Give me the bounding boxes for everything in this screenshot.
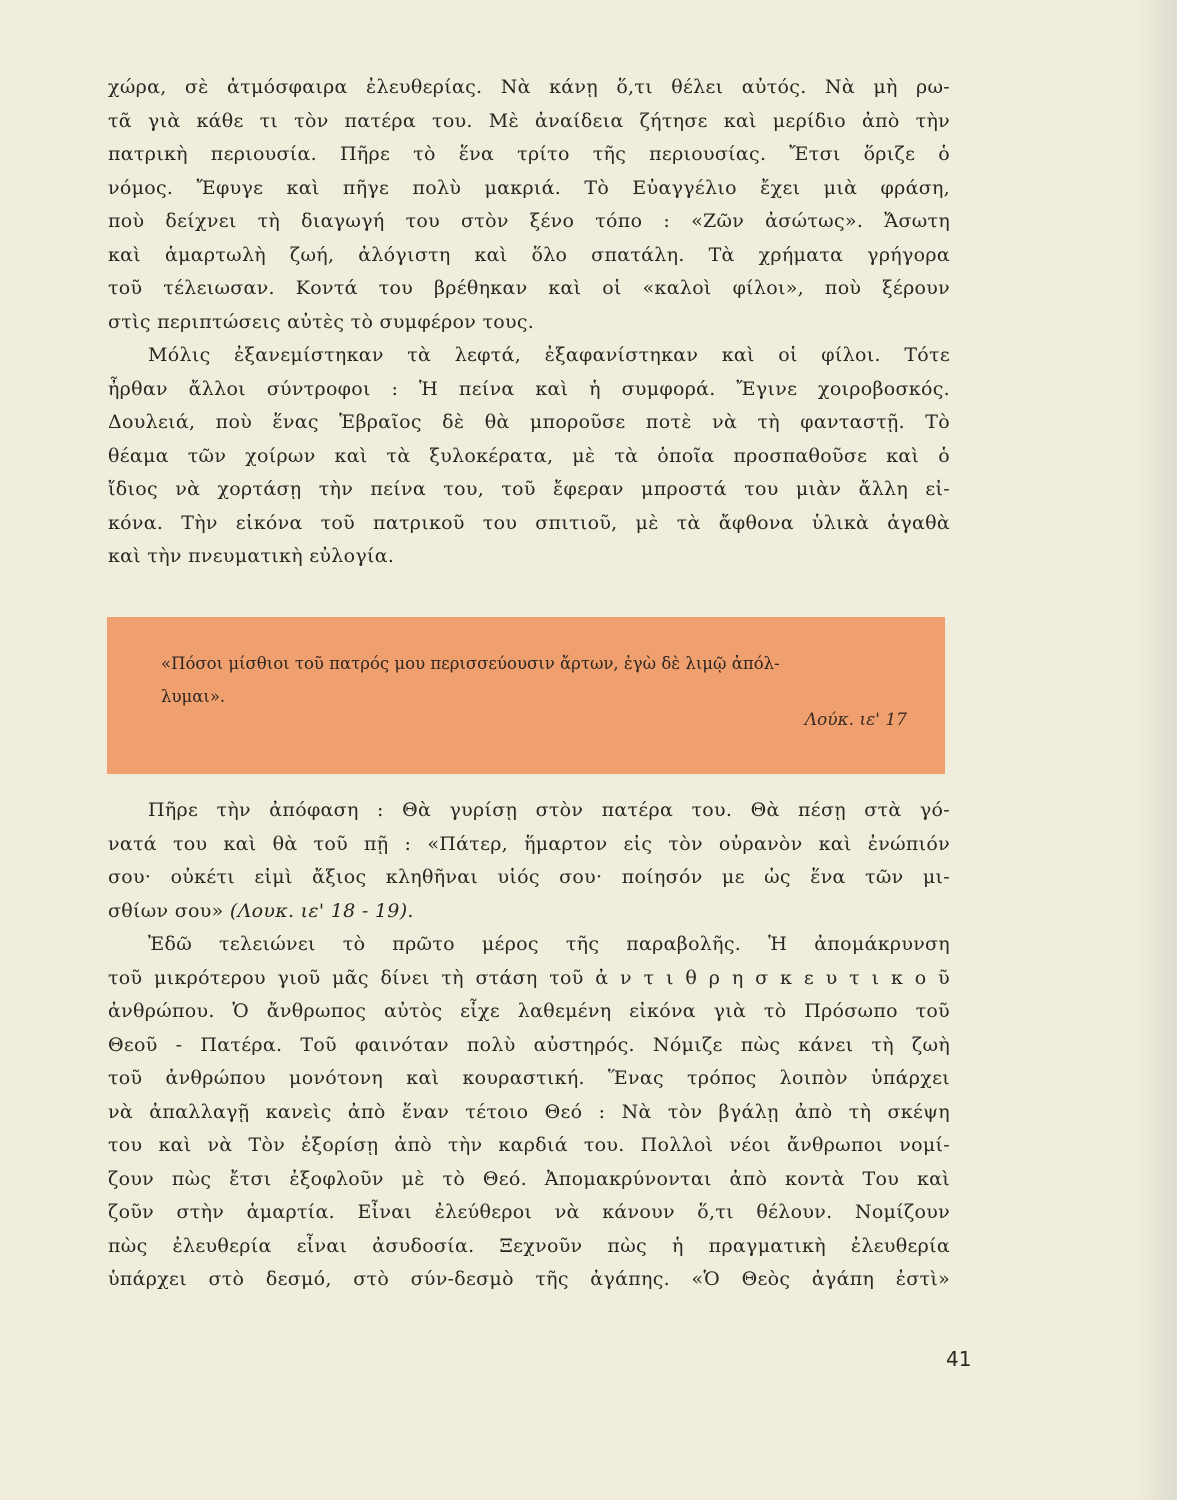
paragraph-3-line	[108, 895, 950, 929]
quote-reference: Λούκ. ιε' 17	[804, 710, 907, 730]
paragraph-4-line: ὑπάρχει στὸ δεσμό, στὸ σύν-δεσμὸ τῆς ἀγάπης. «Ὁ Θεὸς ἀγάπη ἐστὶ»	[108, 1268, 950, 1290]
paragraph-2-line: Δουλειά, ποὺ ἕνας Ἑβραῖος δὲ θὰ μποροῦσε ποτὲ νὰ τὴ φανταστῇ. Τὸ	[108, 411, 950, 433]
paragraph-1-line: πατρικὴ περιουσία. Πῆρε τὸ ἕνα τρίτο τῆς περιουσίας. Ἔτσι ὅριζε ὁ	[108, 143, 950, 165]
page-edge-shade	[1137, 0, 1177, 1500]
paragraph-4-line: Ἐδῶ τελειώνει τὸ πρῶτο μέρος τῆς παραβολῆς. Ἡ ἀπομάκρυνση	[148, 933, 950, 955]
paragraph-2-line: Μόλις ἐξανεμίστηκαν τὰ λεφτά, ἐξαφανίστηκαν καὶ οἱ φίλοι. Τότε	[148, 344, 950, 366]
paragraph-3-line: σου· οὐκέτι εἰμὶ ἄξιος κληθῆναι υἱός σου· ποίησόν με ὡς ἕνα τῶν μι-	[108, 866, 950, 888]
paragraph-1-line: ποὺ δείχνει τὴ διαγωγή του στὸν ξένο τόπο : «Ζῶν ἀσώτως». Ἄσωτη	[108, 210, 950, 232]
paragraph-1-line: χώρα, σὲ ἀτμόσφαιρα ἐλευθερίας. Νὰ κάνῃ ὅ,τι θέλει αὐτός. Νὰ μὴ ρω-	[108, 76, 950, 98]
paragraph-3-last-text: σθίων σου»	[108, 899, 224, 922]
paragraph-4-line: τοῦ ἀνθρώπου μονότονη καὶ κουραστική. Ἕνας τρόπος λοιπὸν ὑπάρχει	[108, 1067, 950, 1089]
paragraph-3-line: Πῆρε τὴν ἀπόφαση : Θὰ γυρίσῃ στὸν πατέρα του. Θὰ πέσῃ στὰ γό-	[148, 799, 950, 821]
text-block-bottom	[108, 794, 950, 1297]
paragraph-1-line: καὶ ἁμαρτωλὴ ζωή, ἀλόγιστη καὶ ὅλο σπατάλη. Τὰ χρήματα γρήγορα	[108, 243, 950, 266]
paragraph-3-line: νατά του καὶ θὰ τοῦ πῇ : «Πάτερ, ἥμαρτον εἰς τὸν οὐρανὸν καὶ ἐνώπιόν	[108, 832, 950, 855]
paragraph-2-line: ἦρθαν ἄλλοι σύντροφοι : Ἡ πείνα καὶ ἡ συμφορά. Ἔγινε χοιροβοσκός.	[108, 377, 950, 400]
paragraph-4-line: ζουν πὼς ἔτσι ἐξοφλοῦν μὲ τὸ Θεό. Ἀπομακρύνονται ἀπὸ κοντὰ Του καὶ	[108, 1167, 950, 1190]
scripture-reference: (Λουκ. ιε' 18 - 19).	[229, 899, 414, 922]
paragraph-4-line: πὼς ἐλευθερία εἶναι ἀσυδοσία. Ξεχνοῦν πὼς ἡ πραγματικὴ ἐλευθερία	[108, 1234, 950, 1257]
paragraph-2-line: κόνα. Τὴν εἰκόνα τοῦ πατρικοῦ του σπιτιοῦ, μὲ τὰ ἄφθονα ὑλικὰ ἀγαθὰ	[108, 511, 950, 534]
paragraph-4-line: Θεοῦ - Πατέρα. Τοῦ φαινόταν πολὺ αὐστηρός. Νόμιζε πὼς κάνει τὴ ζωὴ	[108, 1033, 950, 1056]
paragraph-1-line: τοῦ τέλειωσαν. Κοντά του βρέθηκαν καὶ οἱ «καλοὶ φίλοι», ποὺ ξέρουν	[108, 277, 950, 299]
paragraph-2-line: καὶ τὴν πνευματικὴ εὐλογία.	[108, 545, 395, 567]
paragraph-1-line: νόμος. Ἔφυγε καὶ πῆγε πολὺ μακριά. Τὸ Εὐαγγέλιο ἔχει μιὰ φράση,	[108, 176, 950, 199]
paragraph-4-line: ἀνθρώπου. Ὁ ἄνθρωπος αὐτὸς εἶχε λαθεμένη εἰκόνα γιὰ τὸ Πρόσωπο τοῦ	[108, 1000, 950, 1022]
quote-text	[161, 647, 889, 713]
scripture-quote-box	[107, 617, 945, 774]
paragraph-4-line: νὰ ἀπαλλαγῇ κανεὶς ἀπὸ ἕναν τέτοιο Θεό : Νὰ τὸν βγάλῃ ἀπὸ τὴ σκέψη	[108, 1100, 950, 1123]
quote-line: λυμαι».	[161, 687, 226, 706]
paragraph-2-line: ἴδιος νὰ χορτάσῃ τὴν πείνα του, τοῦ ἔφεραν μπροστά του μιὰν ἄλλη εἰ-	[108, 478, 950, 500]
quote-line: «Πόσοι μίσθιοι τοῦ πατρός μου περισσεύουσιν ἄρτων, ἐγὼ δὲ λιμῷ ἀπόλ-	[161, 654, 780, 673]
paragraph-2-line: θέαμα τῶν χοίρων καὶ τὰ ξυλοκέρατα, μὲ τὰ ὁποῖα προσπαθοῦσε καὶ ὁ	[108, 444, 950, 467]
paragraph-1-line: τᾶ γιὰ κάθε τι τὸν πατέρα του. Μὲ ἀναίδεια ζήτησε καὶ μερίδιο ἀπὸ τὴν	[108, 109, 950, 132]
paragraph-1-line: στὶς περιπτώσεις αὐτὲς τὸ συμφέρον τους.	[108, 310, 535, 333]
paragraph-4-line: του καὶ νὰ Τὸν ἐξορίσῃ ἀπὸ τὴν καρδιά του. Πολλοὶ νέοι ἄνθρωποι νομί-	[108, 1134, 950, 1156]
text-block-top	[108, 71, 950, 574]
page-number: 41	[946, 1347, 972, 1371]
paragraph-4-line: τοῦ μικρότερου γιοῦ μᾶς δίνει τὴ στάση τοῦ ἀ ν τ ι θ ρ η σ κ ε υ τ ι κ ο ῦ	[108, 966, 950, 989]
paragraph-4-line: ζοῦν στὴν ἁμαρτία. Εἶναι ἐλεύθεροι νὰ κάνουν ὅ,τι θέλουν. Νομίζουν	[108, 1201, 950, 1223]
